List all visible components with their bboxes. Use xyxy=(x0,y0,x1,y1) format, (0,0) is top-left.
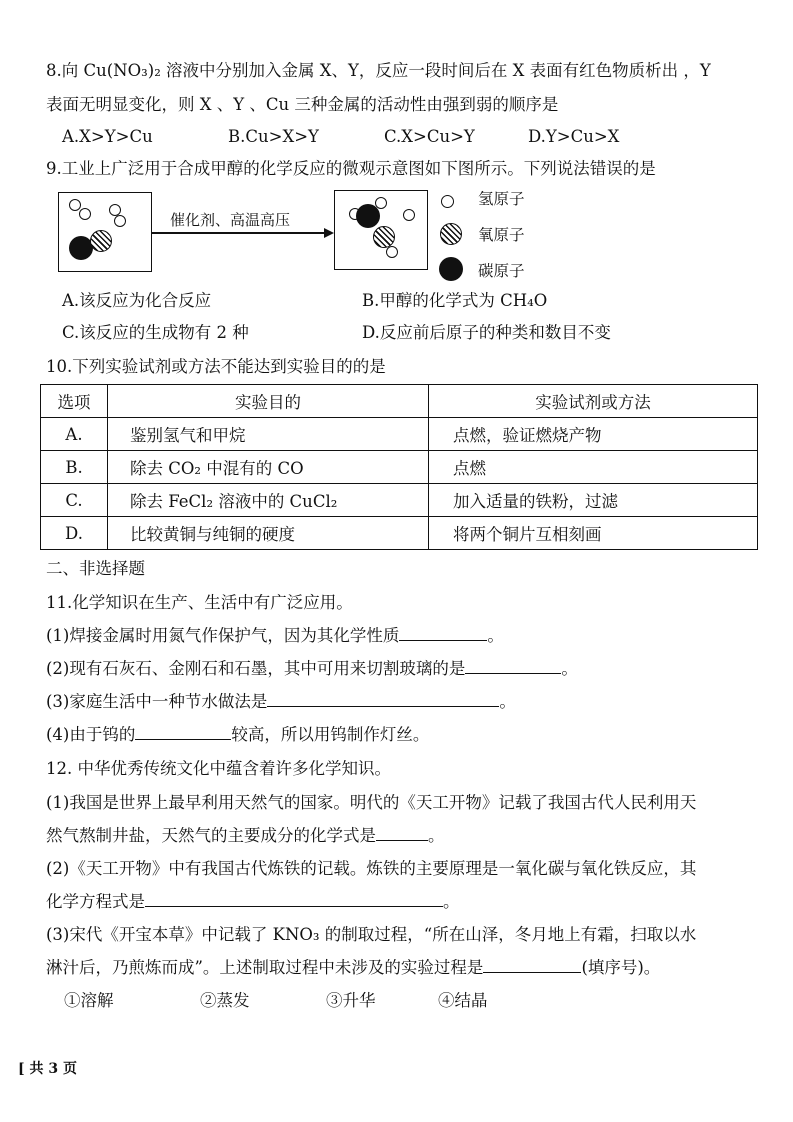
q12-part2-line1: (2)《天工开物》中有我国古代炼铁的记载。炼铁的主要原理是一氧化碳与氧化铁反应，其 xyxy=(46,859,697,878)
q9-option-b: B.甲醇的化学式为 CH₄O xyxy=(362,291,548,310)
page-footer: [ 共 3 页 xyxy=(18,1061,77,1077)
q10-table xyxy=(40,384,758,550)
q11-part3-text: (3)家庭生活中一种节水做法是 xyxy=(46,692,268,711)
products-box xyxy=(334,190,428,270)
q9-stem: 9.工业上广泛用于合成甲醇的化学反应的微观示意图如下图所示。下列说法错误的是 xyxy=(46,159,656,178)
table-cell-option: C. xyxy=(41,484,108,517)
q12-part3-end: (填序号)。 xyxy=(581,958,661,977)
q8-option-d: D.Y>Cu>X xyxy=(528,127,620,146)
q12-option-2: ②蒸发 xyxy=(200,991,250,1010)
legend-carbon-label: 碳原子 xyxy=(478,262,525,280)
q12-part2-end: 。 xyxy=(443,892,460,911)
hydrogen-atom xyxy=(403,209,415,221)
q8-stem-line1: 8.向 Cu(NO₃)₂ 溶液中分别加入金属 X、Y，反应一段时间后在 X 表面有红色物质析出 ，Y xyxy=(46,61,711,80)
table-row xyxy=(41,418,758,451)
legend-carbon-icon xyxy=(439,257,463,281)
carbon-atom xyxy=(356,204,380,228)
q12-stem: 12. 中华优秀传统文化中蕴含着许多化学知识。 xyxy=(46,759,391,778)
q9-option-c: C.该反应的生成物有 2 种 xyxy=(62,323,249,342)
q9-option-a: A.该反应为化合反应 xyxy=(62,291,212,310)
q12-part3-line2 xyxy=(46,957,660,979)
q12-option-4: ④结晶 xyxy=(438,991,488,1010)
table-cell-option: D. xyxy=(41,517,108,550)
q12-part1-line2 xyxy=(46,825,445,847)
table-cell-option: A. xyxy=(41,418,108,451)
table-cell-purpose: 鉴别氢气和甲烷 xyxy=(108,418,429,451)
table-header-row xyxy=(41,385,758,418)
q11-part1-text: (1)焊接金属时用氮气作保护气，因为其化学性质 xyxy=(46,626,400,645)
q11-part2 xyxy=(46,658,578,680)
q8-option-a: A.X>Y>Cu xyxy=(62,127,153,146)
q12-part2-line2 xyxy=(46,891,460,913)
q8-option-c: C.X>Cu>Y xyxy=(384,127,475,146)
q11-part2-text: (2)现有石灰石、金刚石和石墨，其中可用来切割玻璃的是 xyxy=(46,659,466,678)
table-row xyxy=(41,451,758,484)
q11-part1 xyxy=(46,625,504,647)
table-cell-purpose: 除去 CO₂ 中混有的 CO xyxy=(108,451,429,484)
q11-part3-end: 。 xyxy=(499,692,516,711)
q11-stem: 11.化学知识在生产、生活中有广泛应用。 xyxy=(46,593,353,612)
q11-part3 xyxy=(46,691,516,713)
reaction-arrow-head xyxy=(324,228,334,238)
hydrogen-atom xyxy=(114,215,126,227)
q12-part2-text: 化学方程式是 xyxy=(46,892,145,911)
q11-part2-end: 。 xyxy=(561,659,578,678)
table-cell-purpose: 除去 FeCl₂ 溶液中的 CuCl₂ xyxy=(108,484,429,517)
table-header-purpose: 实验目的 xyxy=(108,385,429,418)
q11-part4 xyxy=(46,724,429,746)
legend-hydrogen-icon xyxy=(441,195,454,208)
answer-blank[interactable] xyxy=(376,825,428,841)
table-cell-option: B. xyxy=(41,451,108,484)
legend-oxygen-icon xyxy=(440,223,462,245)
answer-blank[interactable] xyxy=(135,724,231,740)
table-cell-purpose: 比较黄铜与纯铜的硬度 xyxy=(108,517,429,550)
answer-blank[interactable] xyxy=(465,658,561,674)
q8-stem-line2: 表面无明显变化，则 X 、Y 、Cu 三种金属的活动性由强到弱的顺序是 xyxy=(46,95,559,114)
table-header-option: 选项 xyxy=(41,385,108,418)
table-row xyxy=(41,484,758,517)
q8-option-b: B.Cu>X>Y xyxy=(228,127,319,146)
legend-hydrogen-label: 氢原子 xyxy=(478,190,525,208)
q11-part4-text: (4)由于钨的 xyxy=(46,725,136,744)
q12-part1-line1: (1)我国是世界上最早利用天然气的国家。明代的《天工开物》记载了我国古代人民利用天 xyxy=(46,793,697,812)
oxygen-atom xyxy=(373,226,395,248)
table-cell-method: 点燃 xyxy=(429,451,758,484)
table-cell-method: 将两个铜片互相刻画 xyxy=(429,517,758,550)
hydrogen-atom xyxy=(79,208,91,220)
legend-oxygen-label: 氧原子 xyxy=(478,226,525,244)
q9-option-d: D.反应前后原子的种类和数目不变 xyxy=(362,323,611,342)
answer-blank[interactable] xyxy=(483,957,581,973)
hydrogen-atom xyxy=(386,246,398,258)
answer-blank[interactable] xyxy=(399,625,487,641)
hydrogen-atom xyxy=(69,199,81,211)
reaction-arrow xyxy=(152,232,326,234)
q11-part1-end: 。 xyxy=(487,626,504,645)
table-header-method: 实验试剂或方法 xyxy=(429,385,758,418)
q12-option-3: ③升华 xyxy=(326,991,376,1010)
q12-part1-text: 然气熬制井盐，天然气的主要成分的化学式是 xyxy=(46,826,376,845)
q12-option-1: ①溶解 xyxy=(64,991,114,1010)
q10-stem: 10.下列实验试剂或方法不能达到实验目的的是 xyxy=(46,357,386,376)
q11-part4-end: 较高，所以用钨制作灯丝。 xyxy=(231,725,430,744)
section-heading: 二、非选择题 xyxy=(46,559,145,578)
reaction-condition-label: 催化剂、高温高压 xyxy=(170,211,291,229)
table-cell-method: 点燃，验证燃烧产物 xyxy=(429,418,758,451)
q12-part3-text: 淋汁后，乃煎炼而成”。上述制取过程中未涉及的实验过程是 xyxy=(46,958,484,977)
answer-blank[interactable] xyxy=(145,891,443,907)
answer-blank[interactable] xyxy=(267,691,499,707)
q12-part3-line1: (3)宋代《开宝本草》中记载了 KNO₃ 的制取过程，“所在山泽，冬月地上有霜，扫取以水 xyxy=(46,925,697,944)
table-cell-method: 加入适量的铁粉，过滤 xyxy=(429,484,758,517)
oxygen-atom xyxy=(90,230,112,252)
q12-part1-end: 。 xyxy=(428,826,445,845)
table-row xyxy=(41,517,758,550)
reactants-box xyxy=(58,192,152,272)
